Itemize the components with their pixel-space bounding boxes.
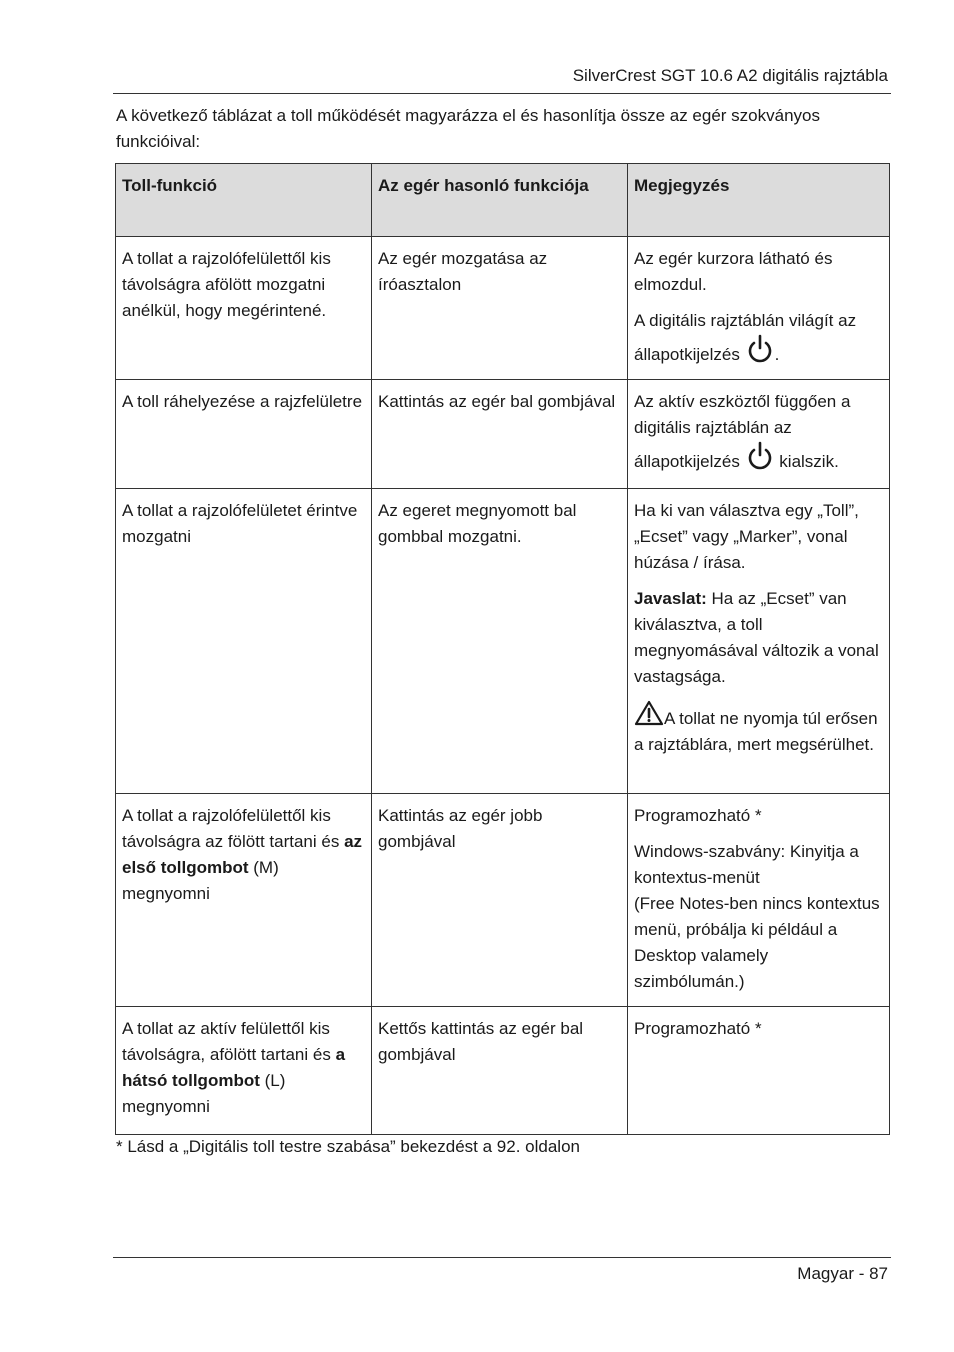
cell-note: Az aktív eszköztől függően a digitális rajztáblán az állapotkijelzés kialszik. [628, 380, 890, 489]
note-text: Az egér kurzora látható és elmozdul. [634, 249, 833, 294]
column-header-note: Megjegyzés [628, 164, 890, 237]
pen-function-table [115, 163, 890, 1135]
cell-pen: A tollat az aktív felülettől kis távolságra, afölött tartani és a hátsó tollgombot (L) megnyomni [116, 1007, 372, 1135]
cell-pen: A tollat a rajzolófelülettől kis távolságra afölött mozgatni anélkül, hogy megérintené. [116, 237, 372, 380]
note-text: Programozható * [634, 806, 762, 825]
footnote: * Lásd a „Digitális toll testre szabása” bekezdést a 92. oldalon [116, 1137, 580, 1156]
cell-note: Programozható * [628, 1007, 890, 1135]
cell-mouse: Az egér mozgatása az íróasztalon [372, 237, 628, 380]
power-icon [745, 334, 775, 364]
power-icon [745, 441, 775, 471]
note-text: A digitális rajztáblán világít az állapotkijelzés . [634, 311, 857, 364]
table-row [116, 380, 890, 489]
column-header-mouse: Az egér hasonló funkciója [372, 164, 628, 237]
table-header-row [116, 164, 890, 237]
cell-mouse: Az egeret megnyomott bal gombbal mozgatni. [372, 489, 628, 794]
cell-note [628, 794, 890, 1007]
header-rule [113, 93, 891, 94]
cell-pen: A tollat a rajzolófelülettől kis távolságra az fölött tartani és az első tollgombot (M) megnyomni [116, 794, 372, 1007]
column-header-pen: Toll-funkció [116, 164, 372, 237]
table-row [116, 1007, 890, 1135]
cell-pen: A tollat a rajzolófelületet érintve mozgatni [116, 489, 372, 794]
note-warning: A tollat ne nyomja túl erősen a rajztáblára, mert megsérülhet. [634, 700, 883, 758]
cell-note [628, 237, 890, 380]
cell-mouse: Kattintás az egér bal gombjával [372, 380, 628, 489]
intro-paragraph: A következő táblázat a toll működését magyarázza el és hasonlítja össze az egér szokványos funkcióival: [116, 106, 820, 151]
table-row [116, 237, 890, 380]
note-text: Ha ki van választva egy „Toll”, „Ecset” vagy „Marker”, vonal húzása / írása. [634, 501, 859, 572]
footer-rule [113, 1257, 891, 1258]
note-text: (Free Notes-ben nincs kontextus menü, próbálja ki például a Desktop valamely szimbólumán.) [634, 894, 880, 991]
page-footer: Magyar - 87 [797, 1264, 888, 1283]
cell-note [628, 489, 890, 794]
cell-mouse: Kattintás az egér jobb gombjával [372, 794, 628, 1007]
note-text: Windows-szabvány: Kinyitja a kontextus-menüt [634, 842, 859, 887]
note-tip: Javaslat: Ha az „Ecset” van kiválasztva, a toll megnyomásával változik a vonal vastagsága. [634, 589, 879, 686]
header-title: SilverCrest SGT 10.6 A2 digitális rajztábla [572, 66, 888, 85]
cell-mouse: Kettős kattintás az egér bal gombjával [372, 1007, 628, 1135]
table-row [116, 489, 890, 794]
cell-pen: A toll ráhelyezése a rajzfelületre [116, 380, 372, 489]
warning-triangle-icon [634, 700, 664, 726]
table-row [116, 794, 890, 1007]
